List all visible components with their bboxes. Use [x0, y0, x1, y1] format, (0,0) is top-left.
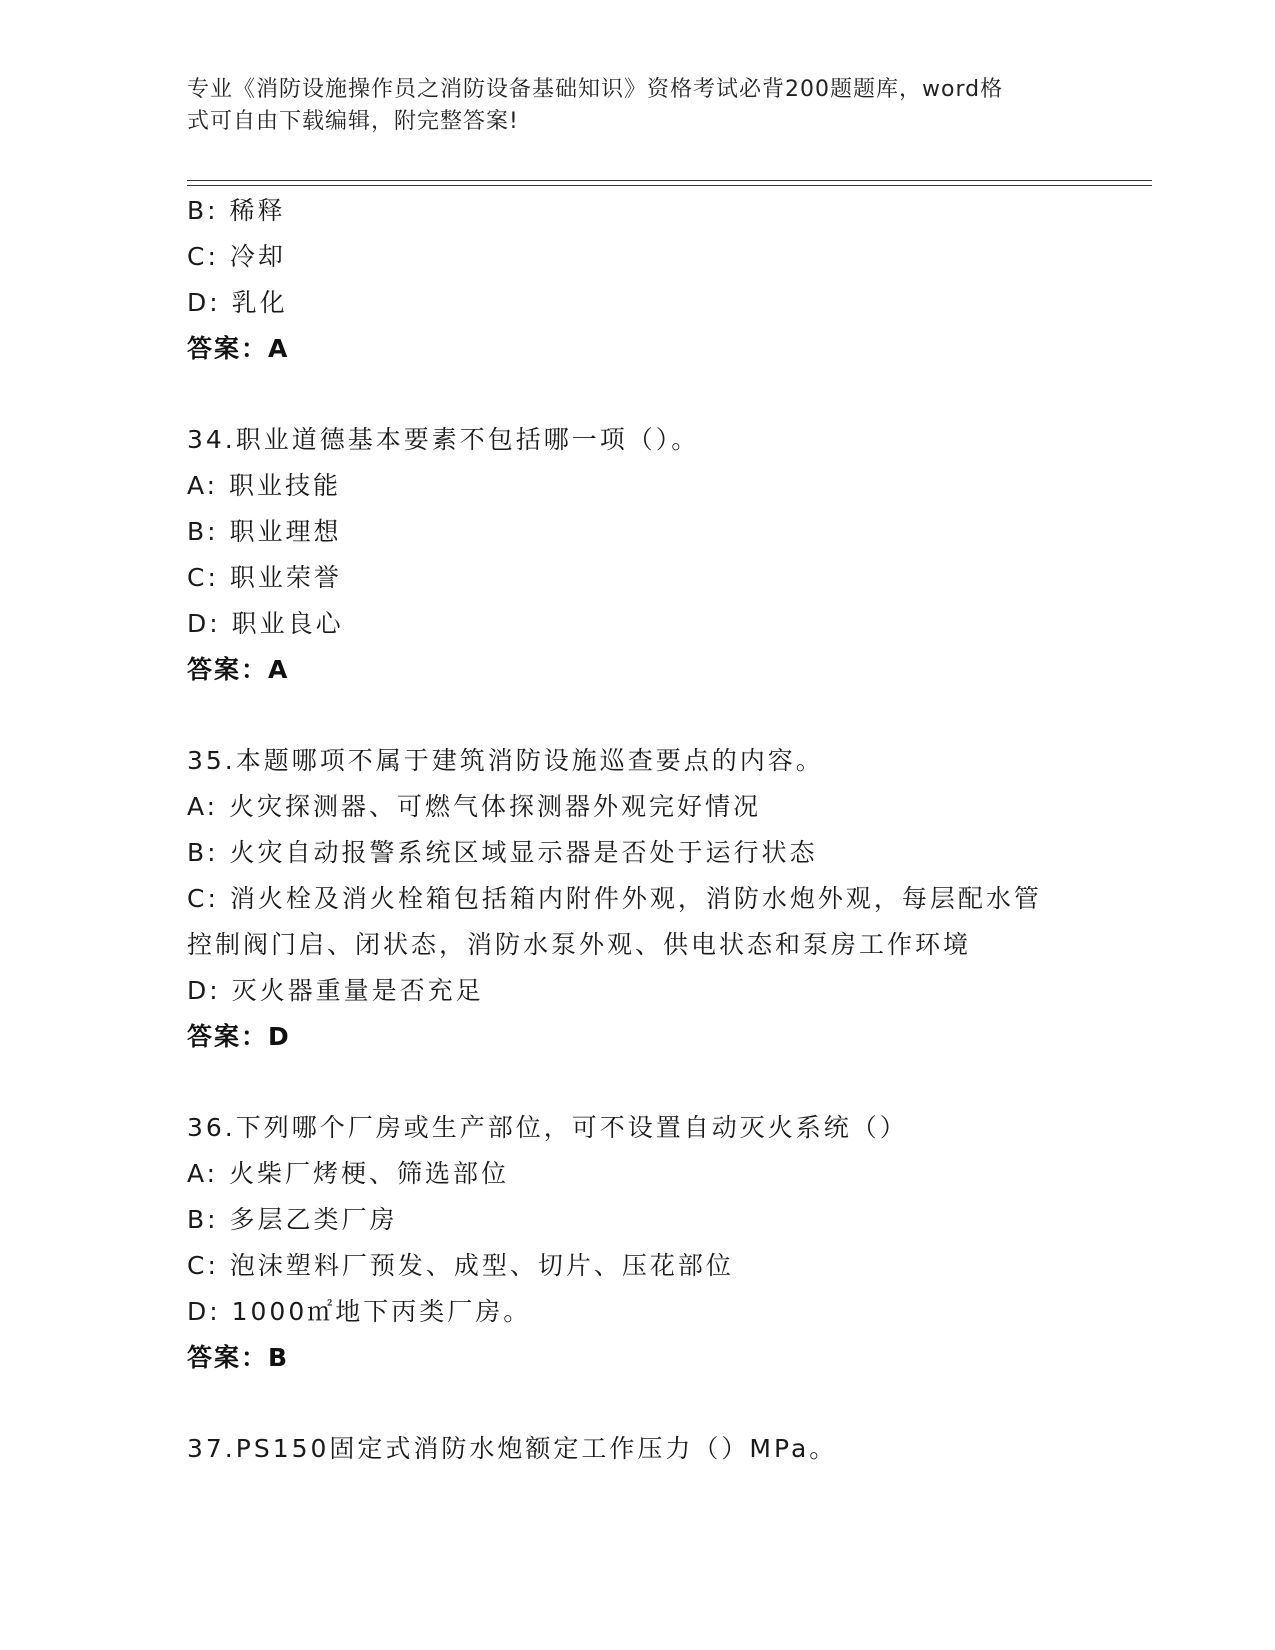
option-c: C: 职业荣誉 [187, 563, 342, 592]
option-c-continued: 控制阀门启、闭状态，消防水泵外观、供电状态和泵房工作环境 [187, 930, 972, 959]
option-c: C: 泡沫塑料厂预发、成型、切片、压花部位 [187, 1251, 734, 1280]
question-33-tail [187, 188, 1087, 372]
question-37 [187, 1426, 1087, 1472]
header-divider-bottom [187, 185, 1152, 186]
option-a: A: 火灾探测器、可燃气体探测器外观完好情况 [187, 792, 762, 821]
header-divider-top [187, 180, 1152, 181]
header-line-1: 专业《消防设施操作员之消防设备基础知识》资格考试必背200题题库，word格 [187, 77, 1004, 102]
question-35 [187, 738, 1087, 1060]
question-text: 37.PS150固定式消防水炮额定工作压力（）MPa。 [187, 1434, 838, 1463]
option-c: C: 消火栓及消火栓箱包括箱内附件外观，消防水炮外观，每层配水管 [187, 884, 1042, 913]
question-34 [187, 417, 1087, 693]
question-text: 35.本题哪项不属于建筑消防设施巡查要点的内容。 [187, 746, 824, 775]
page-header [187, 74, 1067, 138]
option-d: D: 职业良心 [187, 609, 344, 638]
option-d: D: 灭火器重量是否充足 [187, 976, 484, 1005]
answer-line: 答案：A [187, 655, 290, 684]
question-text: 34.职业道德基本要素不包括哪一项（）。 [187, 425, 700, 454]
answer-line: 答案：B [187, 1343, 290, 1372]
option-b: B: 稀释 [187, 196, 286, 225]
question-text: 36.下列哪个厂房或生产部位，可不设置自动灭火系统（） [187, 1113, 908, 1142]
option-d: D: 乳化 [187, 288, 288, 317]
option-d: D: 1000㎡地下丙类厂房。 [187, 1297, 532, 1326]
answer-line: 答案：A [187, 334, 290, 363]
answer-line: 答案：D [187, 1022, 291, 1051]
header-line-2: 式可自由下载编辑，附完整答案! [187, 109, 519, 134]
question-36 [187, 1105, 1087, 1381]
option-b: B: 职业理想 [187, 517, 342, 546]
option-b: B: 多层乙类厂房 [187, 1205, 398, 1234]
question-list [187, 188, 1087, 1472]
option-a: A: 职业技能 [187, 471, 342, 500]
option-b: B: 火灾自动报警系统区域显示器是否处于运行状态 [187, 838, 818, 867]
option-c: C: 冷却 [187, 242, 286, 271]
option-a: A: 火柴厂烤梗、筛选部位 [187, 1159, 510, 1188]
